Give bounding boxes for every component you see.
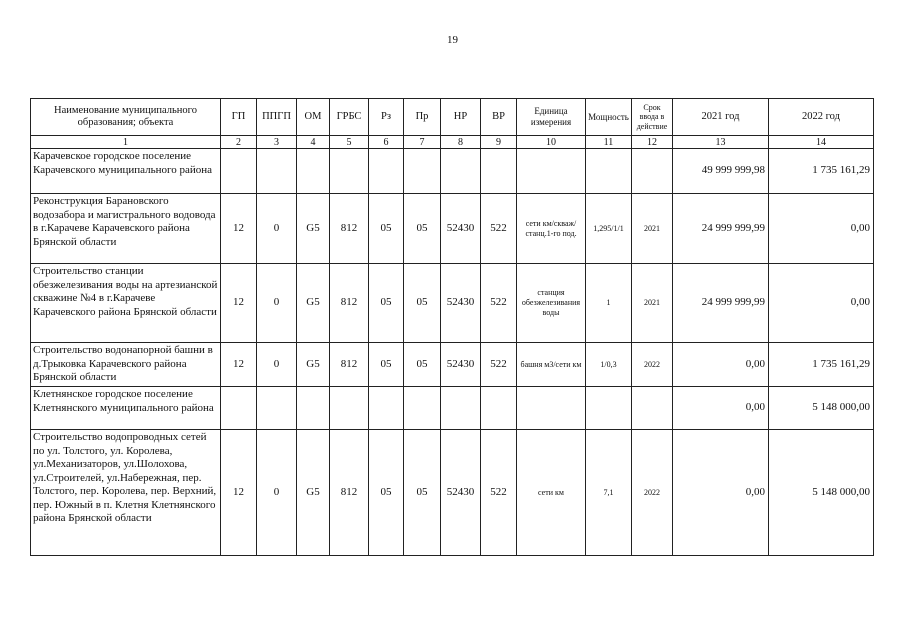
cell-name: Карачевское городское поселение Карачевского муниципального района <box>31 149 221 194</box>
table-row <box>31 387 874 430</box>
cell-gp <box>221 149 257 194</box>
cell-2021: 0,00 <box>673 387 769 430</box>
cell-om: G5 <box>297 264 330 343</box>
cell-name: Реконструкция Барановского водозабора и магистрального водовода в г.Карачеве Карачевского района Брянской области <box>31 194 221 264</box>
table-row <box>31 430 874 556</box>
column-number: 2 <box>221 136 257 149</box>
cell-nr: 52430 <box>441 343 481 387</box>
cell-capacity: 1 <box>586 264 632 343</box>
cell-2021: 0,00 <box>673 430 769 556</box>
cell-vr: 522 <box>481 194 517 264</box>
cell-nr: 52430 <box>441 430 481 556</box>
cell-rz: 05 <box>369 264 404 343</box>
column-number: 9 <box>481 136 517 149</box>
cell-ppgp <box>257 149 297 194</box>
column-number: 11 <box>586 136 632 149</box>
cell-2022: 1 735 161,29 <box>769 149 874 194</box>
cell-capacity <box>586 387 632 430</box>
cell-2021: 49 999 999,98 <box>673 149 769 194</box>
header-term: Срок ввода в действие <box>632 99 673 136</box>
cell-om: G5 <box>297 194 330 264</box>
cell-unit: сети км <box>517 430 586 556</box>
cell-term: 2022 <box>632 430 673 556</box>
header-ppgp: ППГП <box>257 99 297 136</box>
cell-nr <box>441 149 481 194</box>
cell-name: Строительство водопроводных сетей по ул. Толстого, ул. Королева, ул.Механизаторов, ул.Шолохова, ул.Строителей, ул.Набережная, пер. Толстого, пер. Королева, пер. Верхний, пер. Южный в п. Клетня Клетнянского района Брянской области <box>31 430 221 556</box>
cell-ppgp: 0 <box>257 194 297 264</box>
header-rz: Рз <box>369 99 404 136</box>
cell-capacity <box>586 149 632 194</box>
column-number: 5 <box>330 136 369 149</box>
header-capacity: Мощность <box>586 99 632 136</box>
column-number: 8 <box>441 136 481 149</box>
cell-nr: 52430 <box>441 194 481 264</box>
cell-term: 2021 <box>632 264 673 343</box>
cell-grbs: 812 <box>330 264 369 343</box>
cell-vr: 522 <box>481 343 517 387</box>
cell-om: G5 <box>297 343 330 387</box>
cell-nr <box>441 387 481 430</box>
cell-capacity: 1,295/1/1 <box>586 194 632 264</box>
header-gp: ГП <box>221 99 257 136</box>
column-number-row <box>31 136 874 149</box>
header-pr: Пр <box>404 99 441 136</box>
cell-nr: 52430 <box>441 264 481 343</box>
cell-unit <box>517 149 586 194</box>
cell-vr <box>481 149 517 194</box>
cell-2022: 5 148 000,00 <box>769 387 874 430</box>
cell-rz <box>369 149 404 194</box>
column-number: 13 <box>673 136 769 149</box>
header-vr: ВР <box>481 99 517 136</box>
cell-rz <box>369 387 404 430</box>
cell-grbs: 812 <box>330 343 369 387</box>
column-number: 4 <box>297 136 330 149</box>
cell-gp: 12 <box>221 194 257 264</box>
cell-gp: 12 <box>221 264 257 343</box>
cell-grbs <box>330 387 369 430</box>
cell-2021: 24 999 999,99 <box>673 194 769 264</box>
cell-pr <box>404 149 441 194</box>
cell-ppgp: 0 <box>257 264 297 343</box>
cell-term: 2022 <box>632 343 673 387</box>
cell-ppgp <box>257 387 297 430</box>
table-header-row <box>31 99 874 136</box>
cell-unit: сети км/скваж/станц.1-го под. <box>517 194 586 264</box>
column-number: 1 <box>31 136 221 149</box>
column-number: 12 <box>632 136 673 149</box>
cell-2022: 0,00 <box>769 264 874 343</box>
header-om: ОМ <box>297 99 330 136</box>
cell-ppgp: 0 <box>257 343 297 387</box>
cell-om <box>297 387 330 430</box>
column-number: 7 <box>404 136 441 149</box>
header-name: Наименование муниципального образования; объекта <box>31 99 221 136</box>
column-number: 3 <box>257 136 297 149</box>
cell-pr: 05 <box>404 264 441 343</box>
table-row <box>31 264 874 343</box>
cell-gp: 12 <box>221 343 257 387</box>
column-number: 10 <box>517 136 586 149</box>
cell-grbs <box>330 149 369 194</box>
cell-unit <box>517 387 586 430</box>
cell-term: 2021 <box>632 194 673 264</box>
cell-unit: башня м3/сети км <box>517 343 586 387</box>
cell-2022: 0,00 <box>769 194 874 264</box>
cell-rz: 05 <box>369 343 404 387</box>
cell-name: Строительство водонапорной башни в д.Трыковка Карачевского района Брянской области <box>31 343 221 387</box>
cell-capacity: 1/0,3 <box>586 343 632 387</box>
table-row <box>31 149 874 194</box>
cell-rz: 05 <box>369 430 404 556</box>
cell-term <box>632 387 673 430</box>
cell-om <box>297 149 330 194</box>
column-number: 6 <box>369 136 404 149</box>
header-2022: 2022 год <box>769 99 874 136</box>
header-2021: 2021 год <box>673 99 769 136</box>
page-number: 19 <box>447 34 458 46</box>
cell-2022: 5 148 000,00 <box>769 430 874 556</box>
cell-name: Клетнянское городское поселение Клетнянского муниципального района <box>31 387 221 430</box>
cell-gp <box>221 387 257 430</box>
table-row <box>31 194 874 264</box>
cell-2021: 0,00 <box>673 343 769 387</box>
cell-vr: 522 <box>481 264 517 343</box>
cell-vr: 522 <box>481 430 517 556</box>
cell-pr: 05 <box>404 343 441 387</box>
cell-capacity: 7,1 <box>586 430 632 556</box>
cell-pr <box>404 387 441 430</box>
cell-grbs: 812 <box>330 430 369 556</box>
cell-om: G5 <box>297 430 330 556</box>
header-grbs: ГРБС <box>330 99 369 136</box>
cell-gp: 12 <box>221 430 257 556</box>
cell-rz: 05 <box>369 194 404 264</box>
cell-2022: 1 735 161,29 <box>769 343 874 387</box>
cell-pr: 05 <box>404 194 441 264</box>
table-row <box>31 343 874 387</box>
header-nr: НР <box>441 99 481 136</box>
cell-vr <box>481 387 517 430</box>
cell-2021: 24 999 999,99 <box>673 264 769 343</box>
cell-ppgp: 0 <box>257 430 297 556</box>
cell-grbs: 812 <box>330 194 369 264</box>
cell-unit: станция обезжелезивания воды <box>517 264 586 343</box>
column-number: 14 <box>769 136 874 149</box>
budget-table <box>30 98 874 556</box>
header-unit: Единица измерения <box>517 99 586 136</box>
cell-pr: 05 <box>404 430 441 556</box>
cell-term <box>632 149 673 194</box>
cell-name: Строительство станции обезжелезивания воды на артезианской скважине №4 в г.Карачеве Карачевского района Брянской области <box>31 264 221 343</box>
